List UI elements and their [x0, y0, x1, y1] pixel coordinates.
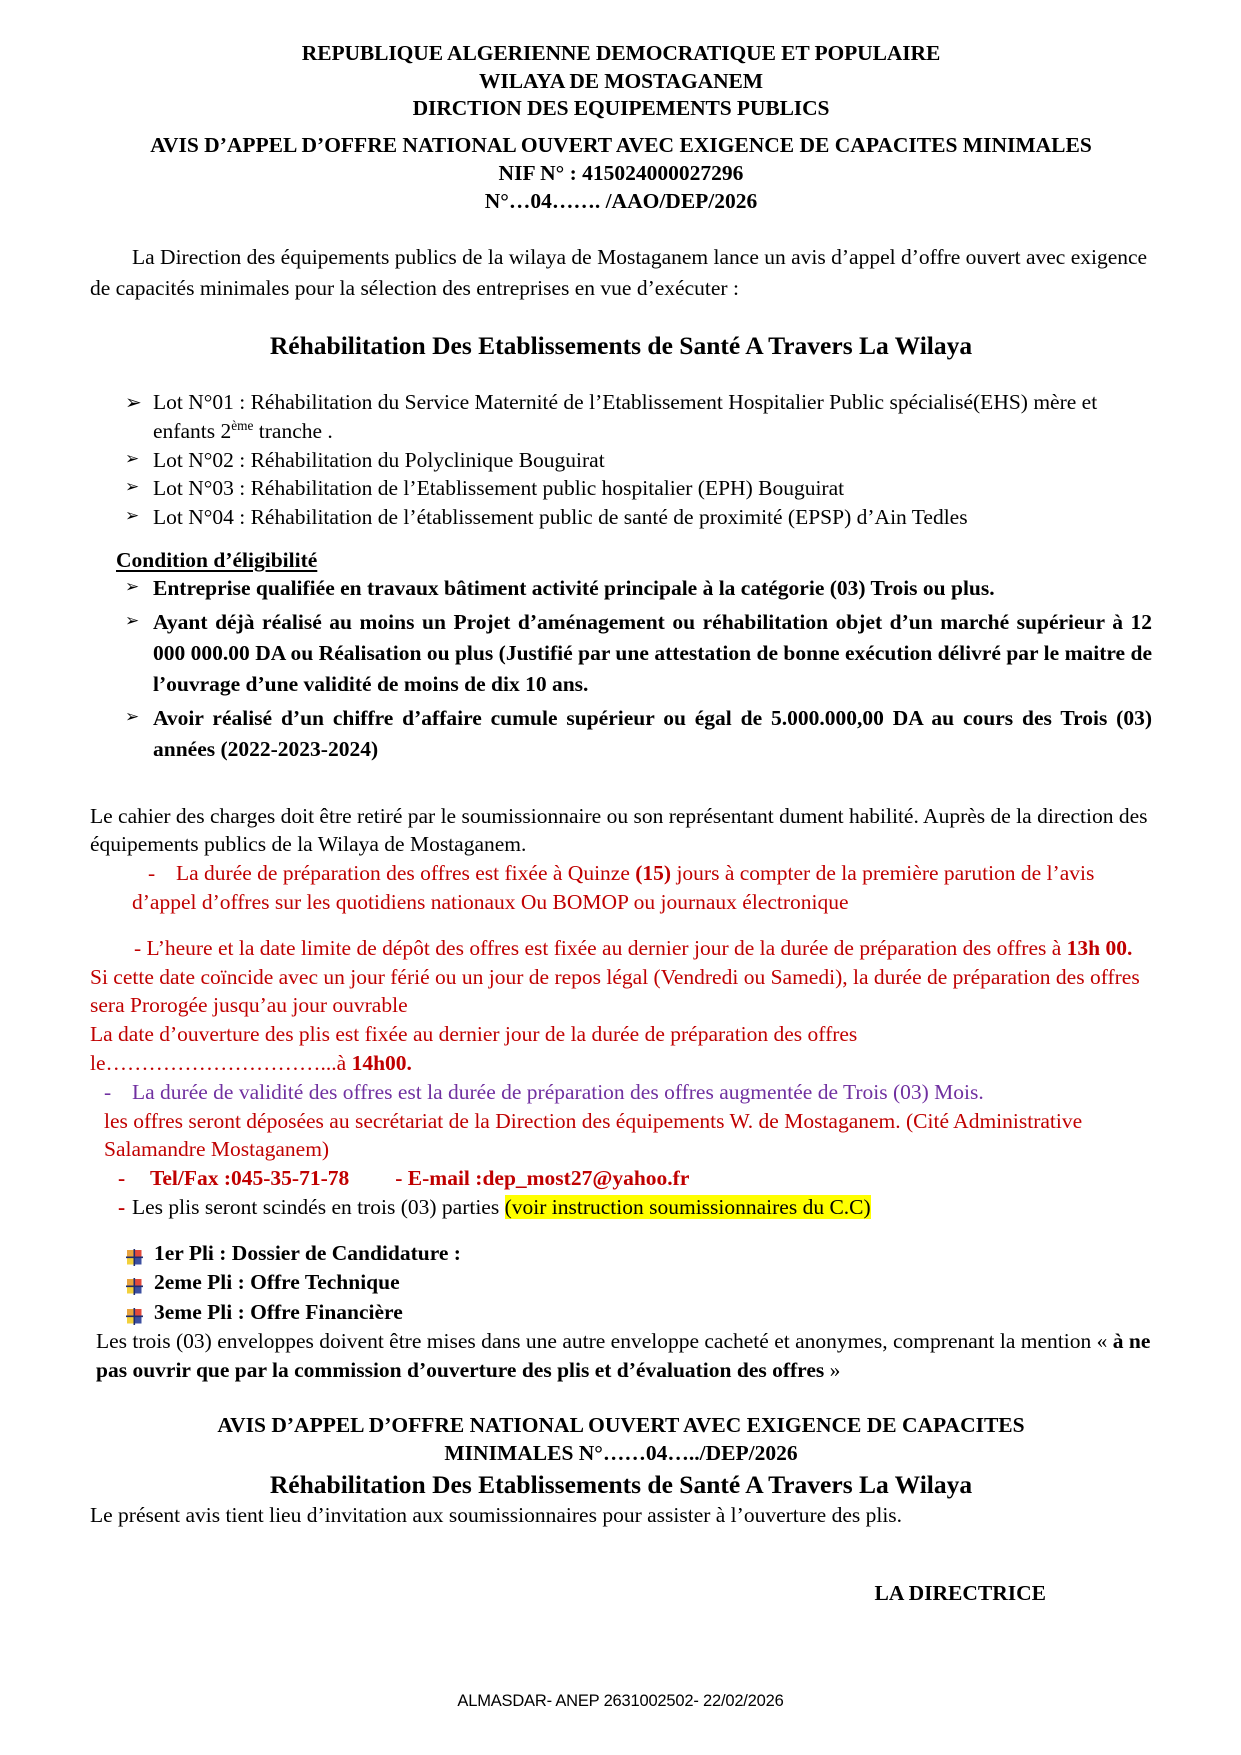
list-item: [90, 1298, 1152, 1327]
opening-hour: 14h00.: [351, 1050, 412, 1075]
header-wilaya: WILAYA DE MOSTAGANEM: [479, 68, 763, 93]
list-item: [90, 388, 1152, 445]
opening-paragraph: La date d’ouverture des plis est fixée au dernier jour de la durée de préparation des offres: [90, 1022, 858, 1047]
list-item: [90, 703, 1152, 766]
eligibility-heading: Condition d’éligibilité: [116, 548, 318, 573]
spacer: [90, 216, 1152, 242]
preparation-days: (15): [635, 861, 672, 886]
footer-anep: ALMASDAR- ANEP 2631002502- 22/02/2026: [457, 1692, 784, 1710]
list-item: [90, 1268, 1152, 1297]
list-item: [90, 503, 1152, 532]
validity-line: [90, 1078, 1152, 1107]
arrow-bullet-icon: ➢: [125, 390, 142, 415]
deposit-paragraph: les offres seront déposées au secrétariat de la Direction des équipements W. de Mostaganem. (Cité Administrative Salamandre Mostaganem): [104, 1108, 1083, 1162]
invitation-paragraph: Le présent avis tient lieu d’invitation aux soumissionnaires pour assister à l’ouverture des plis.: [90, 1503, 903, 1527]
preparation-text-1: La durée de préparation des offres est fixée à Quinze: [176, 861, 636, 886]
note-text-2: »: [824, 1357, 841, 1382]
pli-label: 3eme Pli : Offre Financière: [154, 1299, 403, 1324]
list-item: [90, 573, 1152, 604]
notice-title: AVIS D’APPEL D’OFFRE NATIONAL OUVERT AVEC EXIGENCE DE CAPACITES MINIMALES: [150, 133, 1092, 158]
closing-project-title: Réhabilitation Des Etablissements de Santé A Travers La Wilaya: [269, 1469, 973, 1499]
spacer: [90, 1564, 1152, 1581]
dash-marker: -: [118, 1166, 126, 1191]
preparation-text-2: jours à compter de la première parution de l’avis d’appel d’offres sur les quotidiens nationaux Ou BOMOP ou journaux électronique: [132, 861, 1095, 914]
deadline-hour: 13h 00.: [1066, 935, 1133, 960]
dash-marker: -: [148, 861, 156, 886]
arrow-bullet-icon: ➢: [125, 706, 140, 727]
arrow-bullet-icon: ➢: [125, 505, 140, 526]
nif-number: NIF N° : 415024000027296: [498, 161, 744, 186]
arrow-bullet-icon: ➢: [125, 610, 140, 631]
list-item: [90, 607, 1152, 701]
dash-marker: -: [104, 1079, 112, 1104]
arrow-bullet-icon: ➢: [125, 448, 140, 469]
pli-label: 2eme Pli : Offre Technique: [154, 1270, 400, 1295]
cross-bullet-icon: [126, 1274, 143, 1291]
eligibility-text: Avoir réalisé d’un chiffre d’affaire cumule supérieur ou égal de 5.000.000,00 DA au cours des Trois (03) années (2022-2023-2024): [153, 705, 1152, 762]
closing-title-line2: MINIMALES N°……04…../DEP/2026: [444, 1441, 798, 1466]
spacer: [90, 531, 1152, 548]
envelopes-split-line: [90, 1193, 1152, 1222]
withdrawal-paragraph: Le cahier des charges doit être retiré par le soumissionnaire ou son représentant dument habilité. Auprès de la direction des équipements publics de la Wilaya de Mostaganem.: [90, 803, 1148, 857]
spacer: [90, 303, 1152, 329]
tel-fax: Tel/Fax :045-35-71-78: [150, 1166, 350, 1191]
lot-text: Lot N°02 : Réhabilitation du Polyclinique Bouguirat: [153, 447, 605, 472]
spacer: [90, 768, 1152, 802]
email-address: - E-mail :dep_most27@yahoo.fr: [395, 1166, 690, 1191]
envelope-note: [90, 1327, 1152, 1385]
eligibility-text: Ayant déjà réalisé au moins un Projet d’aménagement ou réhabilitation objet d’un marché supérieur à 12 000 000.00 DA ou Réalisation ou plus (Justifié par une attestation de bonne exécution délivré par le maitre de l’ouvrage d’une validité de moins de dix 10 ans.: [153, 609, 1152, 697]
pli-label: 1er Pli : Dossier de Candidature :: [154, 1240, 461, 1265]
cross-bullet-icon: [126, 1245, 143, 1262]
lot-text: Lot N°04 : Réhabilitation de l’établissement public de santé de proximité (EPSP) d’Ain Tedles: [153, 504, 968, 529]
dash-marker: -: [118, 1194, 126, 1219]
header-direction: DIRCTION DES EQUIPEMENTS PUBLICS: [412, 96, 830, 121]
document-body: [90, 40, 1152, 1606]
deadline-text-1: - L’heure et la date limite de dépôt des offres est fixée au dernier jour de la durée de préparation des offres à: [134, 935, 1067, 960]
spacer: [90, 1385, 1152, 1411]
envelopes-highlight: (voir instruction soumissionnaires du C.C): [504, 1194, 871, 1219]
validity-text: La durée de validité des offres est la durée de préparation des offres augmentée de Trois (03) Mois.: [132, 1079, 984, 1104]
spacer: [90, 1222, 1152, 1239]
spacer: [90, 123, 1152, 132]
spacer: [90, 362, 1152, 388]
cross-bullet-icon: [126, 1304, 143, 1321]
arrow-bullet-icon: ➢: [125, 577, 140, 598]
spacer: [90, 917, 1152, 934]
preparation-duration: [90, 859, 1152, 917]
lot-text: Lot N°01 : Réhabilitation du Service Maternité de l’Etablissement Hospitalier Public spécialisé(EHS) mère et enfants 2: [153, 390, 1098, 443]
page-title: Réhabilitation Des Etablissements de Santé A Travers La Wilaya: [269, 331, 973, 361]
reference-number: N°…04……. /AAO/DEP/2026: [484, 189, 758, 214]
header-republic: REPUBLIQUE ALGERIENNE DEMOCRATIQUE ET POPULAIRE: [301, 41, 941, 65]
lot-superscript: ème: [231, 417, 254, 433]
signature-label: LA DIRECTRICE: [874, 1580, 1046, 1605]
plis-list: [90, 1239, 1152, 1327]
spacer: [90, 1530, 1152, 1564]
list-item: [90, 1239, 1152, 1268]
arrow-bullet-icon: ➢: [125, 477, 140, 498]
lots-list: [90, 388, 1152, 531]
list-item: [90, 446, 1152, 475]
intro-paragraph: La Direction des équipements publics de la wilaya de Mostaganem lance un avis d’appel d’offre ouvert avec exigence de capacités minimales pour la sélection des entreprises en vue d’exécuter :: [90, 245, 1148, 300]
deadline-paragraph: [90, 934, 1152, 1020]
opening-dots: le…………………………...à: [90, 1050, 352, 1075]
envelopes-lead: Les plis seront scindés en trois (03) parties: [132, 1194, 505, 1219]
lot-text: Lot N°03 : Réhabilitation de l’Etablissement public hospitalier (EPH) Bouguirat: [153, 476, 845, 501]
eligibility-text: Entreprise qualifiée en travaux bâtiment activité principale à la catégorie (03) Trois ou plus.: [153, 576, 995, 601]
deadline-text-2: Si cette date coïncide avec un jour férié ou un jour de repos légal (Vendredi ou Samedi), la durée de préparation des offres sera Prorogée jusqu’au jour ouvrable: [90, 964, 1140, 1018]
closing-title-line1: AVIS D’APPEL D’OFFRE NATIONAL OUVERT AVEC EXIGENCE DE CAPACITES: [217, 1412, 1025, 1437]
lot-text-tail: tranche .: [253, 418, 333, 443]
opening-date-line: [90, 1049, 1152, 1078]
note-text-1: Les trois (03) enveloppes doivent être mises dans une autre enveloppe cacheté et anonymes, comprenant la mention «: [96, 1329, 1113, 1354]
note-bold: à ne pas ouvrir que par la commission d’ouverture des plis et d’évaluation des offres: [96, 1329, 1151, 1382]
list-item: [90, 474, 1152, 503]
eligibility-list: [90, 573, 1152, 765]
contact-line: [90, 1164, 1152, 1193]
eligibility-section: [90, 548, 1152, 573]
